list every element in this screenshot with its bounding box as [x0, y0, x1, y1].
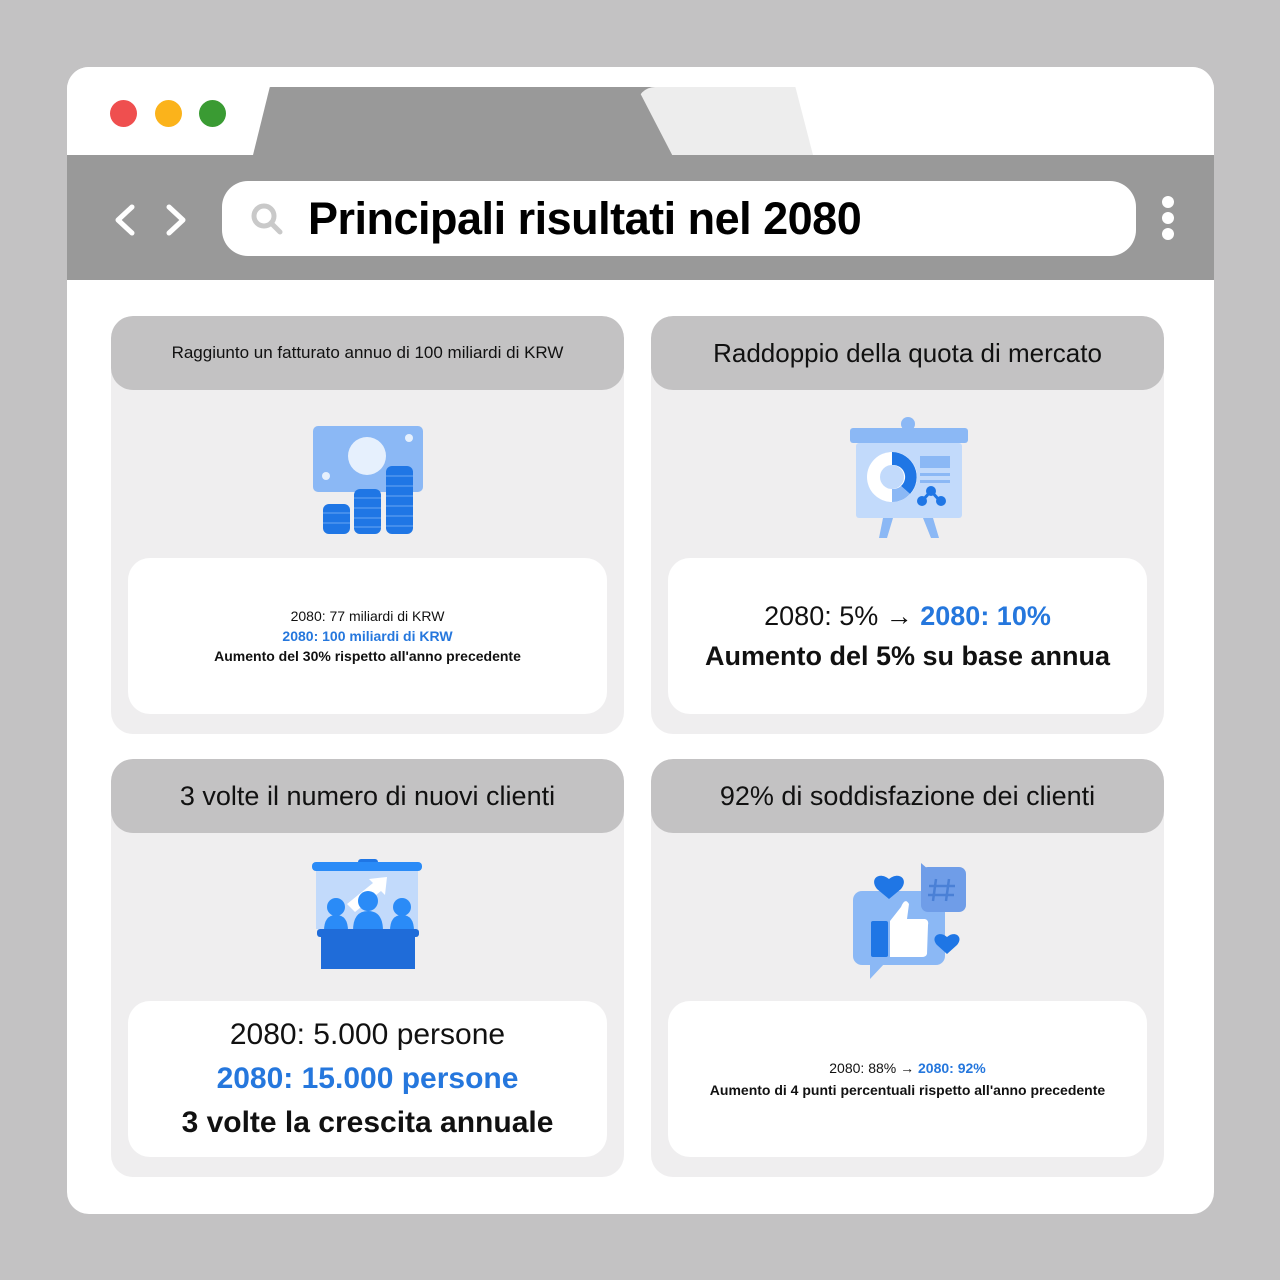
previous-value: 2080: 88% → — [829, 1060, 915, 1076]
card-stats — [128, 1001, 607, 1157]
current-value: 2080: 100 miliardi di KRW — [282, 628, 453, 644]
previous-value: 2080: 77 miliardi di KRW — [290, 608, 445, 624]
growth-summary: Aumento del 5% su base annua — [704, 641, 1111, 671]
card-customer-satisfaction — [651, 759, 1164, 1177]
address-bar[interactable] — [222, 181, 1136, 256]
social-like-icon — [843, 859, 973, 989]
card-header: Raddoppio della quota di mercato — [651, 316, 1164, 390]
current-value: 2080: 92% — [918, 1060, 986, 1076]
growth-summary: Aumento del 30% rispetto all'anno precedente — [214, 648, 521, 664]
current-value: 2080: 15.000 persone — [216, 1062, 519, 1095]
presentation-chart-icon — [843, 416, 973, 546]
tab-inactive[interactable] — [637, 87, 813, 155]
money-coins-icon — [303, 416, 433, 546]
current-value: 2080: 10% — [920, 601, 1051, 631]
previous-value: 2080: 5.000 persone — [229, 1018, 506, 1051]
close-window-button[interactable] — [110, 100, 137, 127]
kebab-menu-icon[interactable] — [1157, 196, 1179, 240]
card-stats — [128, 558, 607, 714]
card-stats — [668, 1001, 1147, 1157]
tab-active[interactable] — [253, 87, 673, 155]
card-market-share — [651, 316, 1164, 734]
card-revenue — [111, 316, 624, 734]
chevron-left-icon — [112, 203, 138, 237]
card-header: 92% di soddisfazione dei clienti — [651, 759, 1164, 833]
page-title: Principali risultati nel 2080 — [308, 193, 862, 244]
comparison-line — [829, 1057, 985, 1079]
growth-summary: Aumento di 4 punti percentuali rispetto all'anno precedente — [709, 1082, 1106, 1098]
maximize-window-button[interactable] — [199, 100, 226, 127]
back-button[interactable] — [110, 203, 140, 237]
card-stats — [668, 558, 1147, 714]
card-header: 3 volte il numero di nuovi clienti — [111, 759, 624, 833]
forward-button[interactable] — [161, 203, 191, 237]
growth-summary: 3 volte la crescita annuale — [181, 1106, 554, 1139]
title-bar — [67, 67, 1214, 155]
browser-toolbar — [67, 155, 1214, 280]
minimize-window-button[interactable] — [155, 100, 182, 127]
previous-value: 2080: 5% → — [764, 601, 913, 631]
search-icon — [249, 201, 285, 237]
audience-growth-icon — [303, 859, 433, 989]
chevron-right-icon — [163, 203, 189, 237]
comparison-line — [764, 596, 1051, 636]
browser-window — [67, 67, 1214, 1214]
card-header: Raggiunto un fatturato annuo di 100 miliardi di KRW — [111, 316, 624, 390]
card-new-customers — [111, 759, 624, 1177]
